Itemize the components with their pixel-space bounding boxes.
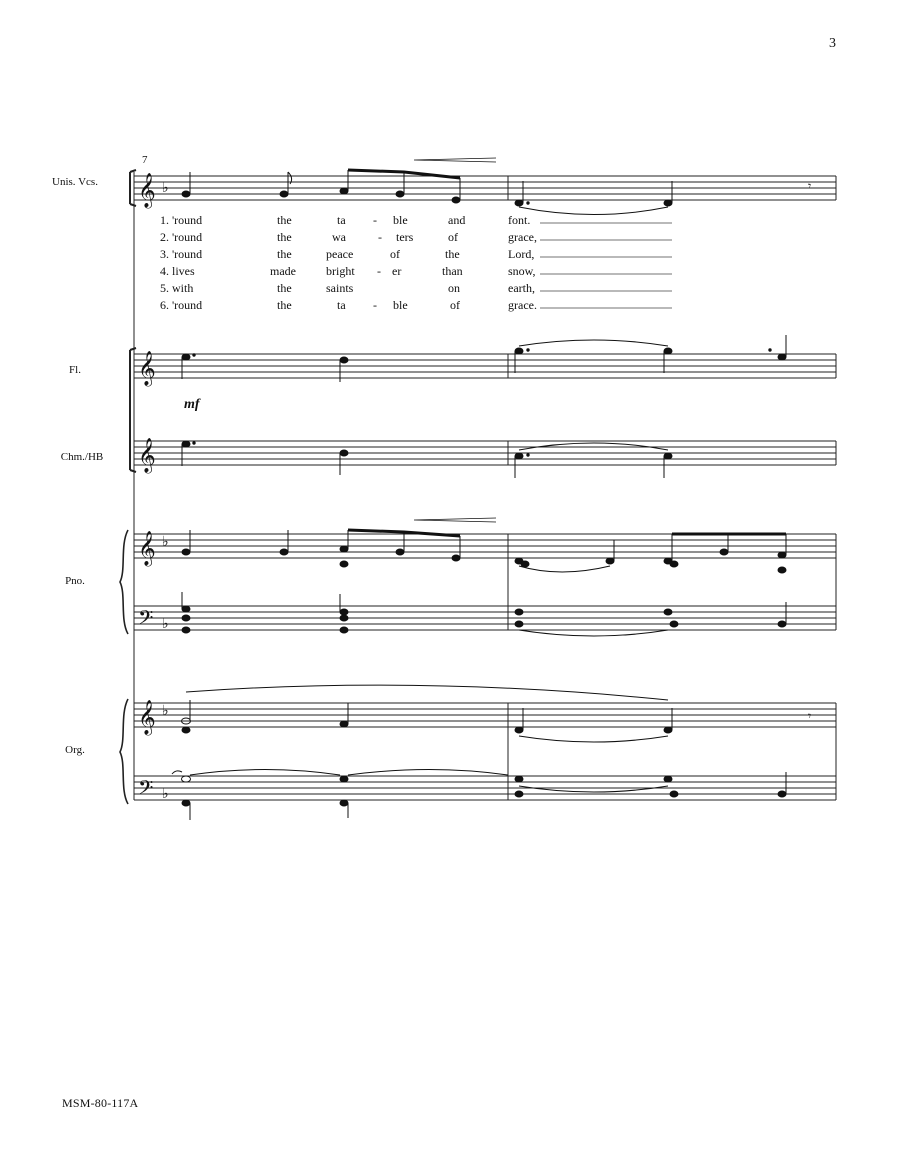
staff-piano-bass: [134, 606, 836, 630]
flat-icon: ♭: [162, 181, 169, 196]
lyric-syllable: the: [277, 230, 292, 244]
label-chimes-text: Chm./HB: [60, 451, 104, 463]
lyric-syllable: earth,: [508, 281, 535, 295]
bass-clef-icon: 𝄢: [138, 608, 154, 634]
lyric-syllable: the: [277, 298, 292, 312]
label-organ-text: Org.: [65, 744, 85, 756]
notes-flute: [182, 335, 786, 382]
flat-icon: ♭: [162, 787, 169, 802]
lyric-syllable: -: [373, 213, 377, 227]
lyric-syllable: saints: [326, 281, 354, 295]
footer-code: MSM-80-117A: [62, 1096, 139, 1110]
staff-flute: [134, 354, 836, 378]
lyric-syllable: of: [450, 298, 460, 312]
bass-clef-icon: 𝄢: [138, 778, 154, 804]
lyric-syllable: bright: [326, 264, 355, 278]
page-number: 3: [829, 36, 836, 51]
lyric-syllable: than: [442, 264, 463, 278]
treble-clef-icon: 𝄞: [138, 439, 156, 472]
lyric-syllable: 1. 'round: [160, 213, 203, 227]
lyric-syllable: Lord,: [508, 247, 535, 261]
lyric-syllable: ta: [337, 298, 346, 312]
lyric-syllable: -: [377, 264, 381, 278]
label-piano-text: Pno.: [65, 575, 85, 587]
lyric-syllable: made: [270, 264, 296, 278]
staff-organ-bass: [134, 776, 836, 800]
lyric-syllable: snow,: [508, 264, 536, 278]
lyric-syllable: ters: [396, 230, 414, 244]
measure-number: 7: [142, 154, 148, 166]
lyric-syllable: grace.: [508, 298, 537, 312]
lyric-syllable: of: [448, 230, 458, 244]
lyric-syllable: ble: [393, 213, 408, 227]
lyric-syllable: on: [448, 281, 460, 295]
brace-organ: [120, 699, 128, 804]
lyrics: [160, 213, 672, 312]
lyric-syllable: 3. 'round: [160, 247, 203, 261]
flat-icon: ♭: [162, 535, 169, 550]
staff-organ-treble: [134, 703, 836, 800]
lyric-syllable: and: [448, 213, 466, 227]
notes-piano-bass: [182, 592, 786, 636]
staff-voices: [134, 176, 836, 200]
lyric-syllable: of: [390, 247, 400, 261]
lyric-syllable: er: [392, 264, 402, 278]
lyric-syllable: -: [378, 230, 382, 244]
staff-chimes: [134, 441, 836, 465]
label-voices-text: Unis. Vcs.: [52, 176, 98, 188]
treble-clef-icon: 𝄞: [138, 701, 156, 734]
lyric-syllable: 6. 'round: [160, 298, 203, 312]
lyric-syllable: the: [277, 213, 292, 227]
lyric-syllable: the: [277, 247, 292, 261]
notes-voices: [182, 158, 672, 215]
brace-piano: [120, 530, 128, 634]
dynamic-mf: mf: [184, 397, 200, 412]
lyric-syllable: 2. 'round: [160, 230, 203, 244]
lyric-syllable: ta: [337, 213, 346, 227]
lyric-syllable: ble: [393, 298, 408, 312]
notes-organ-bass: [172, 770, 786, 821]
treble-clef-icon: 𝄞: [138, 352, 156, 385]
flat-icon: ♭: [162, 704, 169, 719]
lyric-syllable: the: [277, 281, 292, 295]
rest-icon: 𝄾: [808, 709, 812, 723]
staff-piano-treble: [134, 534, 836, 630]
lyric-syllable: 5. with: [160, 281, 194, 295]
lyric-syllable: wa: [332, 230, 346, 244]
notes-organ-treble: [182, 685, 673, 742]
treble-clef-icon: 𝄞: [138, 532, 156, 565]
lyric-syllable: the: [445, 247, 460, 261]
treble-clef-icon: 𝄞: [138, 174, 156, 207]
lyric-syllable: font.: [508, 213, 531, 227]
rest-icon: 𝄾: [808, 179, 812, 193]
lyric-syllable: 4. lives: [160, 264, 195, 278]
lyric-syllable: -: [373, 298, 377, 312]
lyric-syllable: peace: [326, 247, 354, 261]
label-flute-text: Fl.: [69, 364, 81, 376]
flat-icon: ♭: [162, 617, 169, 632]
lyric-syllable: grace,: [508, 230, 537, 244]
